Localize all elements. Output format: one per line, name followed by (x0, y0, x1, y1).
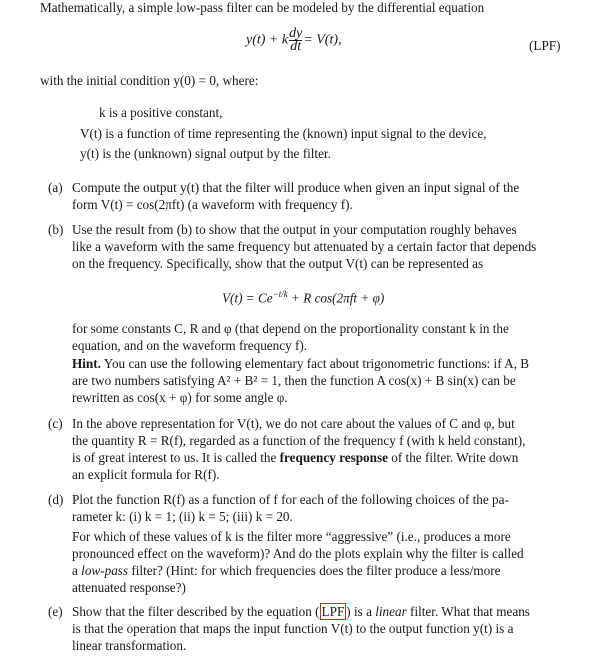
part-b-equation-sup: −t/k (272, 289, 288, 299)
definition-k: k is a positive constant, (99, 105, 223, 120)
part-d-text-a: a (72, 563, 82, 578)
part-d-line-3: For which of these values of k is the filter more “aggressive” (i.e., produces a more (72, 529, 511, 544)
part-a-line-2: form V(t) = cos(2πft) (a waveform with frequency f). (72, 197, 353, 212)
part-c-line-2: the quantity R = R(f), regarded as a function of the frequency f (with k held constant), (72, 433, 526, 448)
part-b-line-5: equation, and on the waveform frequency f). (72, 338, 308, 353)
part-b-label: (b) (48, 222, 64, 237)
eq-numerator: dy (289, 26, 303, 41)
lpf-reference-link[interactable]: LPF (321, 604, 345, 619)
part-d-line-6: attenuated response?) (72, 580, 186, 595)
part-b-equation-b: + R cos(2πft + φ) (287, 290, 385, 306)
part-d-line-4: pronounced effect on the waveform)? And do the plots explain why the filter is called (72, 546, 524, 561)
part-b-line-3: on the frequency. Specifically, show that the output V(t) can be represented as (72, 256, 484, 271)
part-d-line-2: rameter k: (i) k = 1; (ii) k = 5; (iii) k = 20. (72, 509, 293, 524)
part-a-line-1: Compute the output y(t) that the filter will produce when given an input signal of the (72, 180, 520, 195)
eq-rhs: = V(t), (303, 32, 342, 48)
part-b-line-2: like a waveform with the same frequency but attenuated by a certain factor that depends (72, 239, 537, 254)
definition-y: y(t) is the (unknown) signal output by the filter. (80, 146, 331, 161)
linear-term: linear (375, 604, 407, 619)
hint-line-3: rewritten as cos(x + φ) for some angle φ. (72, 390, 288, 405)
part-c-text-a: is of great interest to us. It is called the (72, 450, 280, 465)
part-e-text-a: Show that the filter described by the equation ( (72, 604, 320, 619)
part-e-line-2: is that the operation that maps the input function V(t) to the output function y(t) is a (72, 621, 514, 636)
main-equation (246, 28, 342, 53)
eq-label: (LPF) (529, 38, 561, 53)
eq-fraction (289, 28, 302, 53)
part-e-label: (e) (48, 604, 63, 619)
part-e-text-b: ) is a (346, 604, 376, 619)
initial-condition: with the initial condition y(0) = 0, where: (40, 73, 259, 88)
part-b-line-1: Use the result from (b) to show that the output in your computation roughly behaves (72, 222, 517, 237)
eq-denominator: dt (290, 39, 302, 54)
part-a-label: (a) (48, 180, 63, 195)
low-pass-term: low-pass (81, 563, 129, 578)
part-b-equation (222, 289, 384, 306)
part-c-label: (c) (48, 416, 63, 431)
part-c-line-1: In the above representation for V(t), we do not care about the values of C and φ, but (72, 416, 515, 431)
part-e-line-3: linear transformation. (72, 638, 187, 653)
definition-v: V(t) is a function of time representing the (known) input signal to the device, (80, 126, 487, 141)
hint-title: Hint. (72, 356, 101, 371)
part-d-label: (d) (48, 492, 64, 507)
part-c-text-c: of the filter. Write down (387, 450, 519, 465)
eq-lhs: y(t) + k (246, 32, 289, 48)
hint-line-1 (72, 356, 529, 372)
hint-text-1: You can use the following elementary fact about trigonometric functions: if A, B (100, 356, 530, 371)
frequency-response-term: frequency response (279, 450, 388, 465)
part-e-line-1 (72, 604, 530, 620)
hint-line-2: are two numbers satisfying A² + B² = 1, then the function A cos(x) + B sin(x) can be (72, 373, 516, 388)
intro-text: Mathematically, a simple low-pass filter can be modeled by the differential equation (40, 0, 485, 15)
part-c-line-4: an explicit formula for R(f). (72, 467, 220, 482)
part-d-line-1: Plot the function R(f) as a function of f for each of the following choices of the pa- (72, 492, 509, 507)
part-d-line-5 (72, 563, 500, 579)
part-b-line-4: for some constants C, R and φ (that depend on the proportionality constant k in the (72, 321, 509, 336)
part-e-text-d: filter. What that means (406, 604, 530, 619)
part-b-equation-a: V(t) = Ce (222, 290, 273, 306)
part-d-text-c: filter? (Hint: for which frequencies does the filter produce a less/more (128, 563, 501, 578)
part-c-line-3 (72, 450, 518, 466)
